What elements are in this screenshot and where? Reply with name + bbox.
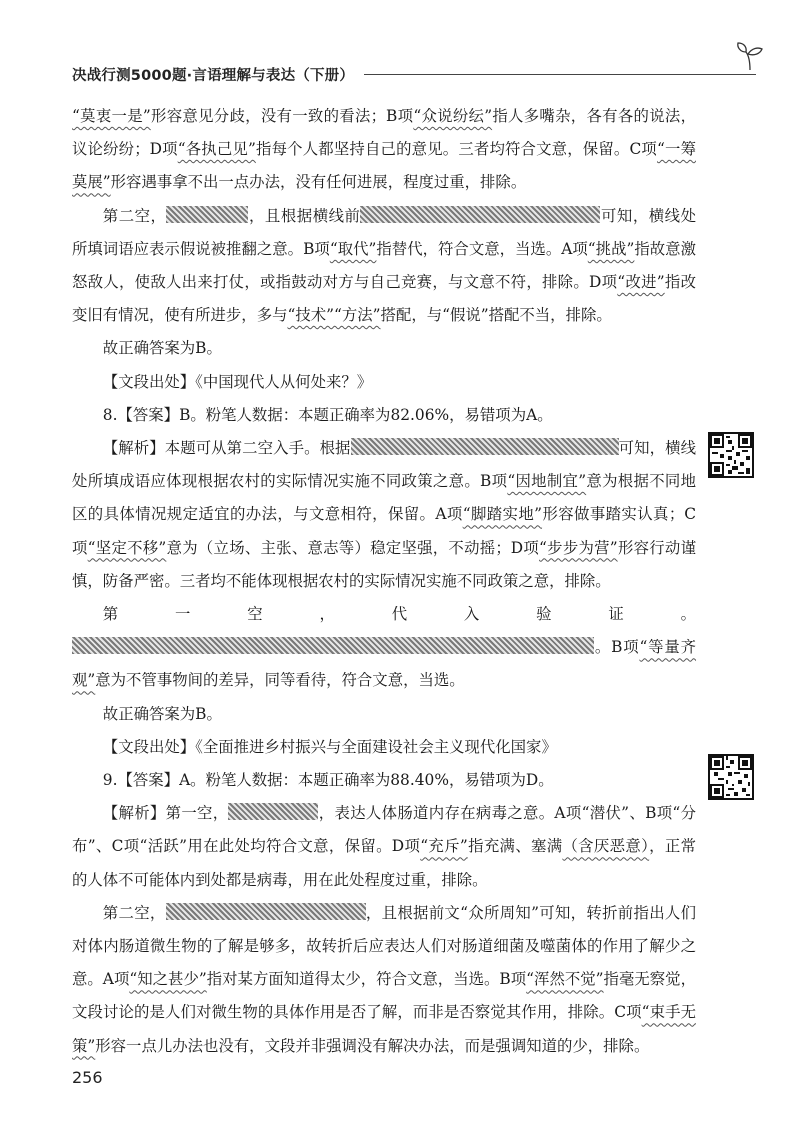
answer-label: 【答案】 <box>117 405 180 424</box>
text: 意为根据不同地区的具体情况规定适宜的办法，与文意相符，保留。A项 <box>72 472 696 524</box>
source-title: 《全面推进乡村振兴与全面建设社会主义现代化国家》 <box>195 737 557 756</box>
analysis-label: 【解析】 <box>102 439 165 458</box>
text: ，且根据横线前 <box>248 206 361 225</box>
idiom-zhizhishenshao: “知之甚少” <box>129 970 207 989</box>
idiom-bubuweiying: “步步为营” <box>539 538 618 557</box>
word-gaijin: “改进” <box>617 273 665 292</box>
answer-conclusion: 故正确答案为B。 <box>102 339 222 358</box>
text: 搭配，与“假说”搭配不当，排除。 <box>380 306 612 325</box>
source-title: 《中国现代人从何处来？》 <box>195 372 373 391</box>
note-hanyanwuyi: （含厌恶意） <box>562 837 650 856</box>
idiom-dengliangqiguan: “等量齐观” <box>72 638 697 690</box>
text: 指人多嘴杂，各有各的说法，议论纷纷；D项 <box>72 107 696 159</box>
source-label: 【文段出处】 <box>102 737 196 756</box>
leaf-sprout-icon <box>736 40 764 72</box>
header-title: 决战行测5000题·言语理解与表达（下册） <box>72 68 355 84</box>
redacted-text <box>351 438 619 455</box>
text: 形容做事踏实认真；C项 <box>72 505 696 557</box>
answer-line-q9 <box>72 764 696 797</box>
header-rule <box>364 74 756 75</box>
text: 形容行动谨慎，防备严密。三者均不能体现根据农村的实际情况实施不同政策之意，排除。 <box>72 538 696 590</box>
idiom-yindizhiyi: “因地制宜” <box>507 472 587 491</box>
paragraph <box>72 432 696 598</box>
text: 可知，横线处所填词语应表示假说被推翻之意。B项 <box>72 206 696 258</box>
text: 指故意激怒敌人，使敌人出来打仗，或指鼓动对方与自己竞赛，与文意不符，排除。D项 <box>72 239 696 292</box>
qr-code-question-9[interactable] <box>708 754 754 800</box>
idiom-zhongshuofenyun: “众说纷纭” <box>413 107 493 125</box>
text: 可知，横线处所填成语应体现根据农村的实际情况实施不同政策之意。B项 <box>72 439 696 491</box>
answer-text: B。粉笔人数据：本题正确率为82.06%，易错项为A。 <box>179 405 553 424</box>
answer-conclusion: 故正确答案为B。 <box>102 704 222 723</box>
idiom-yichoumozhan: “一筹莫展” <box>72 140 696 192</box>
idiom-jiandingbuyi: “坚定不移” <box>87 538 167 557</box>
paragraph <box>72 100 696 200</box>
text: 第二空， <box>102 206 167 225</box>
redacted-text <box>360 206 600 223</box>
text: 。B项 <box>594 638 640 657</box>
qr-code-question-8[interactable] <box>708 432 754 478</box>
text: 第一空， <box>165 804 229 823</box>
text: ，表达人体肠道内存在病毒之意。A项“潜伏”、B项“分布”、C项“活跃”用在此处均符合文意，保留。D项 <box>72 804 696 856</box>
text: 指对某方面知道得太少，符合文意，当选。B项 <box>206 970 527 989</box>
word-chongchi: “充斥” <box>420 837 468 856</box>
word-qudai: “取代” <box>329 239 377 258</box>
qr-code-icon <box>710 756 752 798</box>
redacted-text <box>166 903 366 920</box>
text: 指毫无察觉，文段讨论的是人们对微生物的具体作用是否了解，而非是否察觉其作用，排除。C项 <box>72 970 696 1022</box>
text: 形容一点儿办法也没有，文段并非强调没有解决办法，而是强调知道的少，排除。 <box>95 1036 650 1055</box>
text: 指每个人都坚持自己的意见。三者均符合文意，保留。C项 <box>255 140 657 159</box>
running-header <box>72 62 762 92</box>
idiom-shushouwuce: “束手无策” <box>72 1003 696 1055</box>
answer-line-q8 <box>72 399 696 432</box>
page-number: 256 <box>72 1068 103 1087</box>
text: 意为不管事物间的差异，同等看待，符合文意，当选。 <box>95 671 465 690</box>
source-label: 【文段出处】 <box>102 372 196 391</box>
text: 本题可从第二空入手。根据 <box>164 439 351 458</box>
paragraph <box>72 200 696 333</box>
word-tiaozhan: “挑战” <box>587 239 635 258</box>
paragraph <box>72 598 696 698</box>
question-number: 9. <box>102 771 118 790</box>
text: 第二空， <box>102 903 166 922</box>
redacted-text <box>72 637 594 654</box>
question-number: 8. <box>102 405 118 424</box>
idiom-mozhongyishi: “莫衷一是” <box>72 107 151 125</box>
text: ，且根据前文“众所周知”可知，转折前指出人们对体内肠道微生物的了解是够多，故转折后应表达人们对肠道细菌及噬菌体的作用了解少之意。A项 <box>72 903 696 989</box>
text: 指替代，符合文意，当选。A项 <box>376 239 588 258</box>
paragraph <box>72 797 696 897</box>
answer-explanations <box>72 100 696 1063</box>
redacted-text <box>228 803 318 820</box>
idiom-gezhijijian: “各执己见” <box>177 140 256 159</box>
source-line <box>72 366 696 399</box>
source-line <box>72 731 696 764</box>
text: ，正常的人体不可能体内到处都是病毒，用在此处程度过重，排除。 <box>72 837 696 889</box>
idiom-hunranbujue: “浑然不觉” <box>526 970 604 989</box>
analysis-label: 【解析】 <box>102 804 166 823</box>
text: 指充满、塞满 <box>467 837 563 856</box>
collocation-words: “技术”“方法” <box>287 306 381 325</box>
text: 指改变旧有情况，使有所进步，多与 <box>72 273 696 325</box>
text: 第一空，代入验证。 <box>102 605 696 624</box>
answer-text: A。粉笔人数据：本题正确率为88.40%，易错项为D。 <box>179 771 554 790</box>
text: 意为（立场、主张、意志等）稳定坚强，不动摇；D项 <box>166 538 540 557</box>
paragraph <box>72 897 696 1063</box>
idiom-jiaotashidi: “脚踏实地” <box>462 505 543 524</box>
redacted-text <box>166 206 248 223</box>
qr-code-icon <box>710 434 752 476</box>
text: 形容意见分歧，没有一致的看法；B项 <box>150 107 414 125</box>
answer-label: 【答案】 <box>117 771 180 790</box>
text: 形容遇事拿不出一点办法，没有任何进展，程度过重，排除。 <box>110 173 527 192</box>
